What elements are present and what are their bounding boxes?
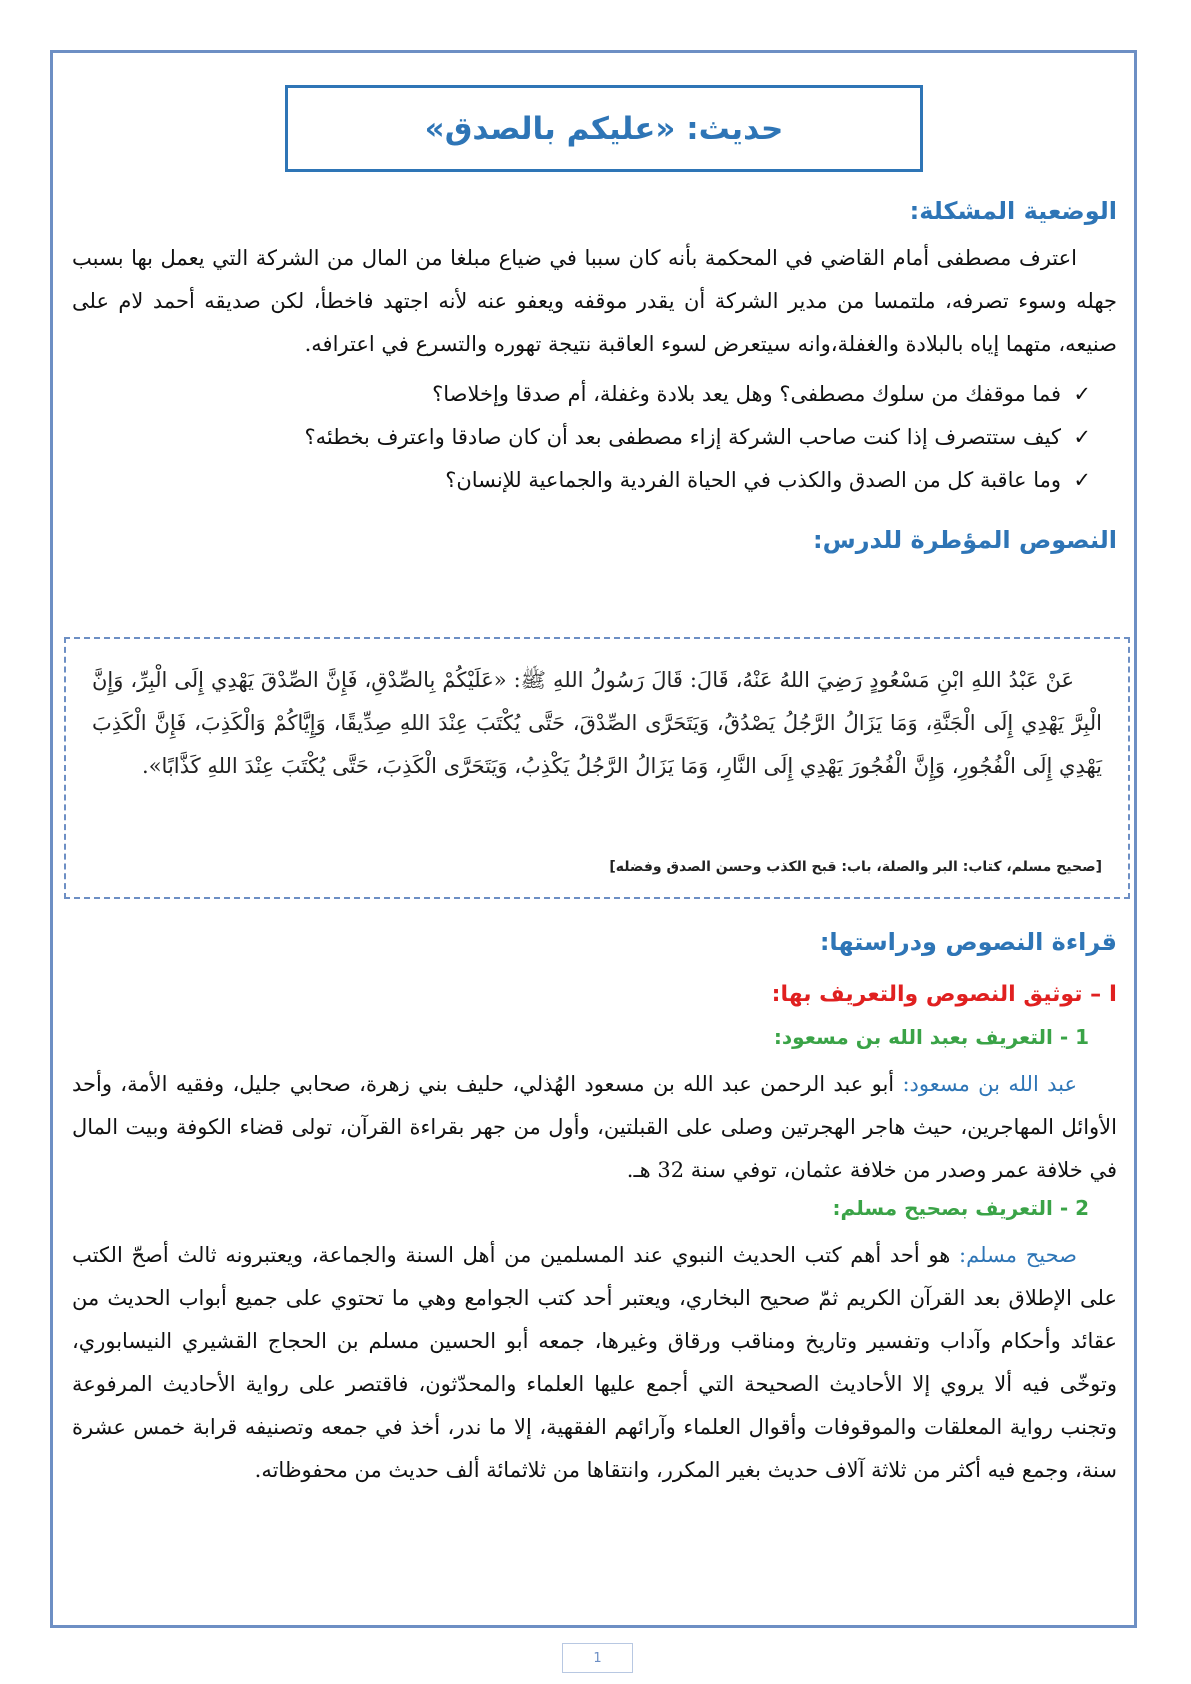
term-label: عبد الله بن مسعود:	[902, 1072, 1077, 1096]
reading-heading: قراءة النصوص ودراستها:	[819, 928, 1117, 956]
documentation-subheading: I – توثيق النصوص والتعريف بها:	[771, 982, 1117, 1007]
sahih-muslim-text-block	[72, 1234, 1117, 1492]
problem-heading: الوضعية المشكلة:	[909, 197, 1117, 225]
page-title: حديث: «عليكم بالصدق»	[424, 110, 784, 147]
question-text: كيف ستتصرف إذا كنت صاحب الشركة إزاء مصطفى بعد أن كان صادقا واعترف بخطئه؟	[304, 425, 1061, 449]
hadith-source: [صحيح مسلم، كتاب: البر والصلة، باب: قبح الكذب وحسن الصدق وفضله]	[609, 859, 1102, 875]
sahih-muslim-paragraph	[72, 1234, 1117, 1492]
problem-paragraph	[72, 237, 1117, 366]
hadith-box	[64, 637, 1130, 899]
page-number: 1	[562, 1643, 633, 1673]
list-item	[191, 373, 1091, 416]
problem-text: اعترف مصطفى أمام القاضي في المحكمة بأنه كان سببا في ضياع مبلغا من المال من الشركة التي يعمل بها بسبب جهله وسوء تصرفه، ملتمسا من مدير الشركة أن يقدر موقفه ويعفو عنه لأنه اجتهد فاخطأ، لكن صديقه أحمد لام على صنيعه، متهما إياه بالبلادة والغفلة،وانه سيتعرض لسوء العاقبة نتيجة تهوره والتسرع في اعترافه.	[72, 246, 1117, 356]
list-item	[191, 459, 1091, 502]
sahih-muslim-text: هو أحد أهم كتب الحديث النبوي عند المسلمين من أهل السنة والجماعة، ويعتبرونه ثالث أصحّ الكتب على الإطلاق بعد القرآن الكريم ثمّ صحيح البخاري، ويعتبر أحد كتب الجوامع وهي ما تحتوي على جميع أبواب الحديث من عقائد وأحكام وآداب وتفسير وتاريخ ومناقب ورقاق وغيرها، جمعه أبو الحسين مسلم بن الحجاج القشيري النيسابوري، وتوخّى فيه ألا يروي إلا الأحاديث الصحيحة التي أجمع عليها العلماء والمحدّثون، فاقتصر على رواية الأحاديث المرفوعة وتجنب رواية المعلقات والموقوفات وأقوال العلماء وآرائهم الفقهية، إلا ما ندر، أخذ في جمعه وتصنيفه قرابة خمس عشرة سنة، وجمع فيه أكثر من ثلاثة آلاف حديث بغير المكرر، وانتقاها من ثلاثمائة ألف حديث من محفوظاته.	[72, 1243, 1117, 1482]
check-icon: ✓	[1073, 468, 1091, 492]
question-text: فما موقفك من سلوك مصطفى؟ وهل يعد بلادة وغفلة، أم صدقا وإخلاصا؟	[432, 382, 1061, 406]
item-heading-sahih-muslim: 2 - التعريف بصحيح مسلم:	[832, 1196, 1089, 1220]
term-label: صحيح مسلم:	[959, 1243, 1077, 1267]
hadith-text-block	[92, 659, 1102, 788]
ibn-masud-text-block	[72, 1063, 1117, 1192]
questions-list	[191, 373, 1091, 502]
list-item	[191, 416, 1091, 459]
hadith-text: عَنْ عَبْدُ اللهِ ابْنِ مَسْعُودٍ رَضِيَ اللهُ عَنْهُ، قَالَ: قَالَ رَسُولُ اللهِ ﷺ: «عَلَيْكُمْ بِالصِّدْقِ، فَإِنَّ الصِّدْقَ يَهْدِي إِلَى الْبِرِّ، وَإِنَّ الْبِرَّ يَهْدِي إِلَى الْجَنَّةِ، وَمَا يَزَالُ الرَّجُلُ يَصْدُقُ، وَيَتَحَرَّى الصِّدْقَ، حَتَّى يُكْتَبَ عِنْدَ اللهِ صِدِّيقًا، وَإِيَّاكُمْ وَالْكَذِبَ، فَإِنَّ الْكَذِبَ يَهْدِي إِلَى الْفُجُورِ، وَإِنَّ الْفُجُورَ يَهْدِي إِلَى النَّارِ، وَمَا يَزَالُ الرَّجُلُ يَكْذِبُ، وَيَتَحَرَّى الْكَذِبَ، حَتَّى يُكْتَبَ عِنْدَ اللهِ كَذَّابًا».	[92, 668, 1102, 778]
question-text: وما عاقبة كل من الصدق والكذب في الحياة الفردية والجماعية للإنسان؟	[445, 468, 1061, 492]
ibn-masud-paragraph	[72, 1063, 1117, 1192]
title-box	[285, 85, 923, 172]
check-icon: ✓	[1073, 382, 1091, 406]
texts-heading: النصوص المؤطرة للدرس:	[812, 526, 1117, 554]
check-icon: ✓	[1073, 425, 1091, 449]
ibn-masud-text: أبو عبد الرحمن عبد الله بن مسعود الهُذلي، حليف بني زهرة، صحابي جليل، وفقيه الأمة، وأحد الأوائل المهاجرين، حيث هاجر الهجرتين وصلى على القبلتين، وأول من جهر بقراءة القرآن، تولى قضاء الكوفة وبيت المال في خلافة عمر وصدر من خلافة عثمان، توفي سنة 32 هـ.	[72, 1072, 1117, 1182]
item-heading-ibn-masud: 1 - التعريف بعبد الله بن مسعود:	[773, 1025, 1089, 1049]
